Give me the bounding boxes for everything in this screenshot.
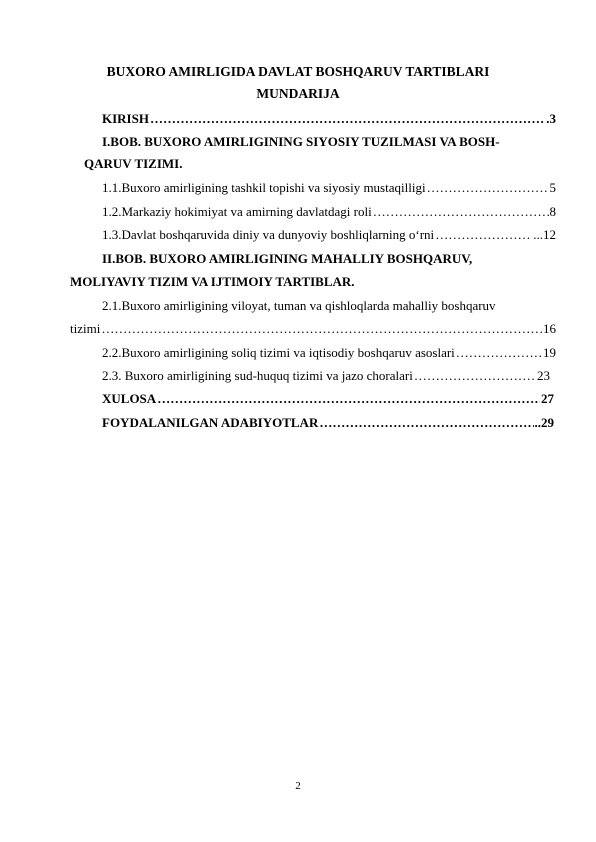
toc-entry-label: tizimi bbox=[70, 321, 101, 336]
toc-entry-1-2[interactable] bbox=[102, 204, 556, 220]
toc-entry-kirish[interactable] bbox=[102, 111, 556, 127]
toc-leader-dots bbox=[427, 180, 549, 196]
toc-heading: MUNDARIJA bbox=[256, 86, 340, 101]
toc-entry-2-2[interactable] bbox=[102, 345, 556, 361]
toc-entry-label: FOYDALANILGAN ADABIYOTLAR bbox=[102, 415, 319, 430]
toc-entry-label: 2.2.Buxoro amirligining soliq tizimi va iqtisodiy boshqaruv asoslari bbox=[102, 345, 455, 360]
toc-leader-dots bbox=[456, 345, 542, 361]
chapter-1-heading-line1[interactable]: I.BOB. BUXORO AMIRLIGINING SIYOSIY TUZILMASI VA BOSH- bbox=[102, 134, 500, 149]
toc-entry-page: .3 bbox=[546, 111, 556, 126]
toc-entry-label: 1.3.Davlat boshqaruvida diniy va dunyoviy boshliqlarning o‘rni bbox=[102, 227, 435, 242]
toc-entry-label: 1.1.Buxoro amirligining tashkil topishi va siyosiy mustaqilligi bbox=[102, 180, 426, 195]
toc-entry-label: 1.2.Markaziy hokimiyat va amirning davlatdagi roli bbox=[102, 204, 372, 219]
toc-entry-label: XULOSA bbox=[102, 391, 157, 406]
toc-entry-1-1[interactable] bbox=[102, 180, 556, 196]
toc-entry-page: ...12 bbox=[533, 227, 556, 242]
toc-leader-dots bbox=[414, 368, 536, 384]
chapter-2-heading-line1[interactable]: II.BOB. BUXORO AMIRLIGINING MAHALLIY BOSHQARUV, bbox=[102, 251, 473, 266]
toc-entry-page: 16 bbox=[543, 321, 556, 336]
toc-entry-xulosa[interactable] bbox=[102, 391, 554, 407]
toc-entry-page: 8 bbox=[549, 204, 556, 219]
toc-entry-page: 5 bbox=[549, 180, 556, 195]
document-title: BUXORO AMIRLIGIDA DAVLAT BOSHQARUV TARTIBLARI bbox=[106, 64, 490, 79]
chapter-2-heading-line2[interactable]: MOLIYAVIY TIZIM VA IJTIMOIY TARTIBLAR. bbox=[70, 274, 355, 289]
toc-entry-2-1[interactable] bbox=[70, 321, 556, 337]
toc-entry-2-3[interactable] bbox=[102, 368, 550, 384]
toc-leader-dots bbox=[435, 227, 532, 243]
toc-entry-page: 23 bbox=[537, 368, 550, 383]
toc-entry-label: KIRISH bbox=[102, 111, 149, 126]
toc-leader-dots bbox=[319, 415, 533, 431]
toc-entry-page: 19 bbox=[543, 345, 556, 360]
chapter-1-heading-line2[interactable]: QARUV TIZIMI. bbox=[84, 156, 183, 171]
toc-entry-label: 2.3. Buxoro amirligining sud-huquq tizimi va jazo choralari bbox=[102, 368, 413, 383]
page-number: 2 bbox=[295, 780, 301, 792]
toc-entry-bibliography[interactable] bbox=[102, 415, 554, 431]
toc-entry-page: ..29 bbox=[534, 415, 554, 430]
toc-leader-dots bbox=[373, 204, 549, 220]
toc-leader-dots bbox=[101, 321, 542, 337]
toc-entry-page: 27 bbox=[541, 391, 554, 406]
toc-leader-dots bbox=[150, 111, 545, 127]
toc-entry-2-1-line1[interactable]: 2.1.Buxoro amirligining viloyat, tuman va qishloqlarda mahalliy boshqaruv bbox=[102, 298, 496, 313]
toc-entry-1-3[interactable] bbox=[102, 227, 556, 243]
toc-leader-dots bbox=[157, 391, 540, 407]
